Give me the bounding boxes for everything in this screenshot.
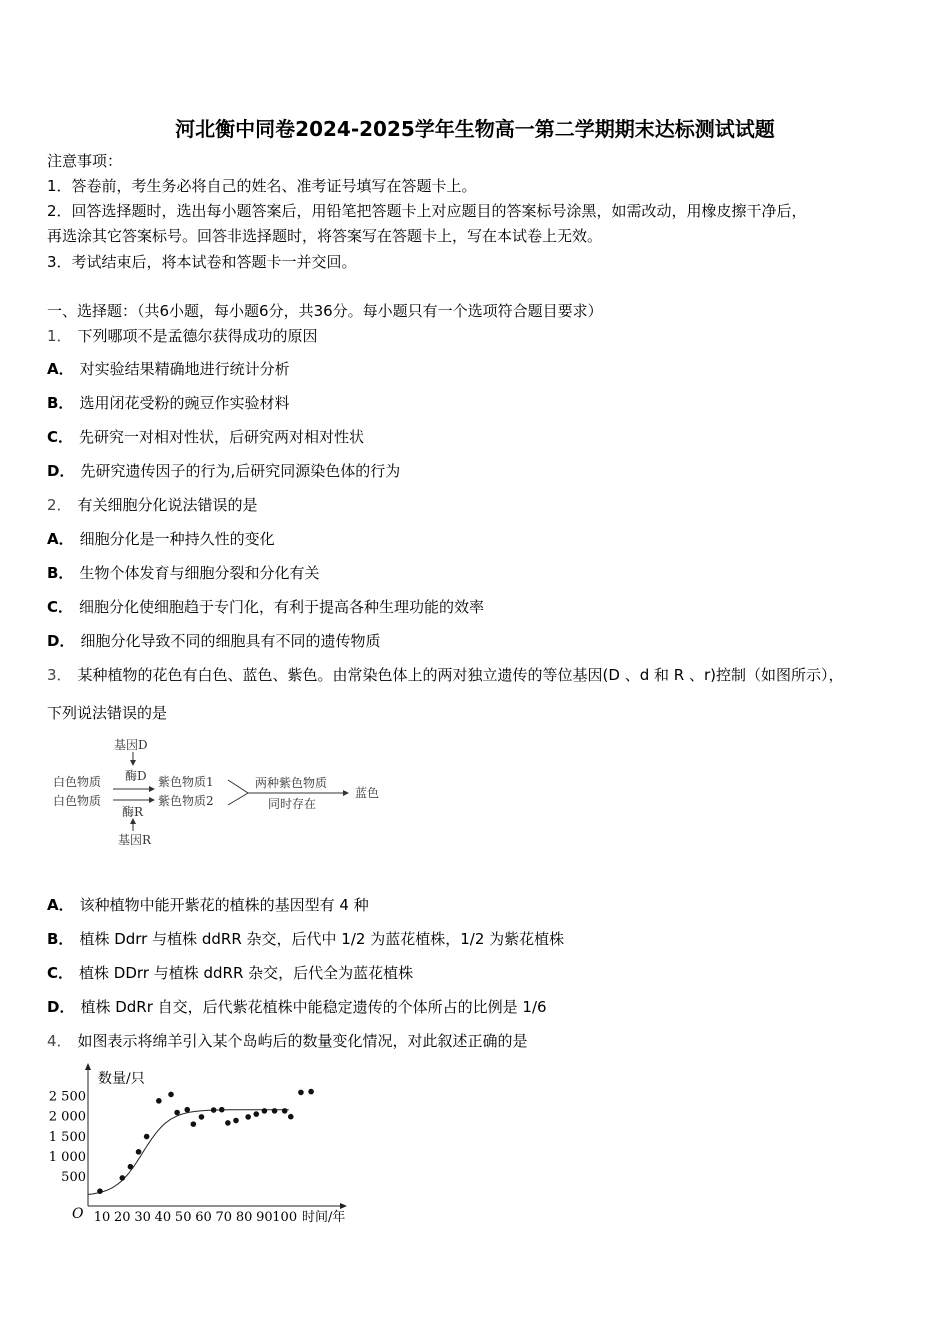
option-label: C．	[47, 598, 74, 616]
x-tick-label: 100	[272, 1210, 298, 1225]
question-stem: 有关细胞分化说法错误的是	[77, 496, 258, 514]
data-point	[156, 1098, 162, 1104]
data-point	[308, 1089, 314, 1095]
option-text: 生物个体发育与细胞分裂和分化有关	[79, 564, 320, 582]
data-point	[233, 1118, 239, 1124]
y-tick-label: 500	[61, 1169, 86, 1185]
question-stem: 某种植物的花色有白色、蓝色、紫色。由常染色体上的两对独立遗传的等位基因(D 、d 和 R 、r)控制（如图所示），	[77, 666, 844, 684]
option-d	[47, 997, 547, 1017]
question-number: 4．	[47, 1032, 72, 1050]
white-substance-1: 白色物质	[53, 775, 102, 789]
option-label: D．	[47, 632, 75, 650]
data-point	[97, 1188, 103, 1194]
data-point	[191, 1121, 197, 1127]
option-c	[47, 963, 413, 983]
option-a	[47, 895, 369, 915]
x-tick-label: 20	[114, 1210, 131, 1225]
data-point	[120, 1175, 126, 1181]
flower-color-diagram	[0, 730, 420, 855]
option-label: B．	[47, 394, 74, 412]
option-b	[47, 929, 564, 949]
gene-r-label: 基因R	[118, 833, 152, 847]
option-text: 细胞分化是一种持久性的变化	[79, 530, 275, 548]
y-axis-label: 数量/只	[98, 1071, 145, 1087]
question-number: 2．	[47, 496, 72, 514]
page-title: 河北衡中同卷2024-2025学年生物高一第二学期期末达标测试试题	[175, 117, 775, 141]
x-tick-label: 80	[235, 1210, 253, 1225]
x-tick-label: 60	[195, 1210, 212, 1225]
option-text: 植株 DdRr 自交，后代紫花植株中能稳定遗传的个体所占的比例是 1/6	[80, 998, 547, 1016]
y-tick-label: 2 500	[48, 1089, 86, 1105]
option-c	[47, 597, 484, 617]
x-tick-label: 70	[215, 1210, 233, 1225]
data-point	[128, 1164, 134, 1170]
question-2	[47, 495, 258, 515]
data-point	[298, 1090, 304, 1096]
notice-item: 再选涂其它答案标号。回答非选择题时，将答案写在答题卡上，写在本试卷上无效。	[47, 227, 603, 245]
option-label: B．	[47, 564, 74, 582]
data-point	[144, 1134, 150, 1140]
option-text: 选用闭花受粉的豌豆作实验材料	[79, 394, 290, 412]
data-point	[168, 1092, 174, 1098]
option-label: D．	[47, 462, 75, 480]
coexist-label: 同时存在	[268, 797, 317, 811]
blue-label: 蓝色	[355, 786, 380, 800]
x-tick-label: 30	[134, 1210, 151, 1225]
origin-label: O	[72, 1206, 84, 1222]
y-tick-label: 1 500	[48, 1129, 86, 1145]
notice-item: 3．考试结束后，将本试卷和答题卡一并交回。	[47, 253, 357, 271]
logistic-curve	[88, 1110, 289, 1195]
option-text: 植株 Ddrr 与植株 ddRR 杂交，后代中 1/2 为蓝花植株，1/2 为紫花植株	[79, 930, 565, 948]
x-tick-label: 50	[174, 1210, 192, 1225]
enzyme-r-label: 酶R	[122, 805, 144, 819]
purple-substance-1: 紫色物质1	[158, 775, 214, 789]
question-1	[47, 326, 318, 346]
data-point	[174, 1110, 180, 1116]
option-d	[47, 461, 400, 481]
white-substance-2: 白色物质	[53, 794, 102, 808]
option-text: 细胞分化导致不同的细胞具有不同的遗传物质	[80, 632, 381, 650]
data-point	[272, 1108, 278, 1114]
option-label: A．	[47, 530, 74, 548]
option-d	[47, 631, 380, 651]
data-point	[199, 1114, 205, 1120]
question-number: 1．	[47, 327, 72, 345]
option-label: B．	[47, 930, 74, 948]
notice-heading: 注意事项：	[47, 152, 123, 170]
data-point	[219, 1107, 225, 1113]
data-point	[253, 1111, 259, 1117]
merge-bracket	[228, 780, 248, 805]
both-purple-label: 两种紫色物质	[255, 776, 328, 790]
option-text: 植株 DDrr 与植株 ddRR 杂交，后代全为蓝花植株	[79, 964, 414, 982]
sheep-population-chart	[0, 1060, 400, 1235]
option-b	[47, 393, 289, 413]
option-b	[47, 563, 319, 583]
enzyme-d-label: 酶D	[125, 769, 147, 783]
option-text: 对实验结果精确地进行统计分析	[79, 360, 290, 378]
data-point	[282, 1108, 288, 1114]
x-tick-label: 90	[256, 1210, 273, 1225]
option-label: D．	[47, 998, 75, 1016]
option-label: C．	[47, 964, 74, 982]
data-point	[184, 1107, 190, 1113]
data-point	[288, 1114, 294, 1120]
option-label: C．	[47, 428, 74, 446]
y-tick-label: 2 000	[48, 1109, 86, 1125]
x-tick-label: 10	[93, 1210, 111, 1225]
question-4	[47, 1031, 528, 1051]
x-tick-label: 40	[154, 1210, 172, 1225]
purple-substance-2: 紫色物质2	[158, 794, 214, 808]
option-label: A．	[47, 896, 74, 914]
option-a	[47, 529, 275, 549]
x-axis-label: 时间/年	[302, 1210, 346, 1225]
option-text: 该种植物中能开紫花的植株的基因型有 4 种	[79, 896, 369, 914]
question-3	[47, 665, 844, 685]
data-point	[245, 1114, 251, 1120]
question-stem: 如图表示将绵羊引入某个岛屿后的数量变化情况，对此叙述正确的是	[77, 1032, 528, 1050]
y-tick-label: 1 000	[48, 1149, 86, 1165]
data-point	[136, 1149, 142, 1155]
option-a	[47, 359, 290, 379]
option-text: 细胞分化使细胞趋于专门化，有利于提高各种生理功能的效率	[79, 598, 485, 616]
question-stem: 下列哪项不是孟德尔获得成功的原因	[77, 327, 318, 345]
option-label: A．	[47, 360, 74, 378]
notice-item: 1．答卷前，考生务必将自己的姓名、准考证号填写在答题卡上。	[47, 177, 477, 195]
data-point	[262, 1108, 268, 1114]
gene-d-label: 基因D	[114, 738, 148, 752]
question-stem-continued: 下列说法错误的是	[47, 704, 168, 722]
question-number: 3．	[47, 666, 72, 684]
data-point	[211, 1107, 217, 1113]
data-point	[225, 1120, 231, 1126]
option-c	[47, 427, 364, 447]
section-heading: 一、选择题：（共6小题，每小题6分，共36分。每小题只有一个选项符合题目要求）	[47, 302, 603, 320]
option-text: 先研究一对相对性状，后研究两对相对性状	[79, 428, 365, 446]
notice-item: 2．回答选择题时，选出每小题答案后，用铅笔把答题卡上对应题目的答案标号涂黑，如需改动，用橡皮擦干净后，	[47, 202, 807, 220]
option-text: 先研究遗传因子的行为,后研究同源染色体的行为	[80, 462, 401, 480]
